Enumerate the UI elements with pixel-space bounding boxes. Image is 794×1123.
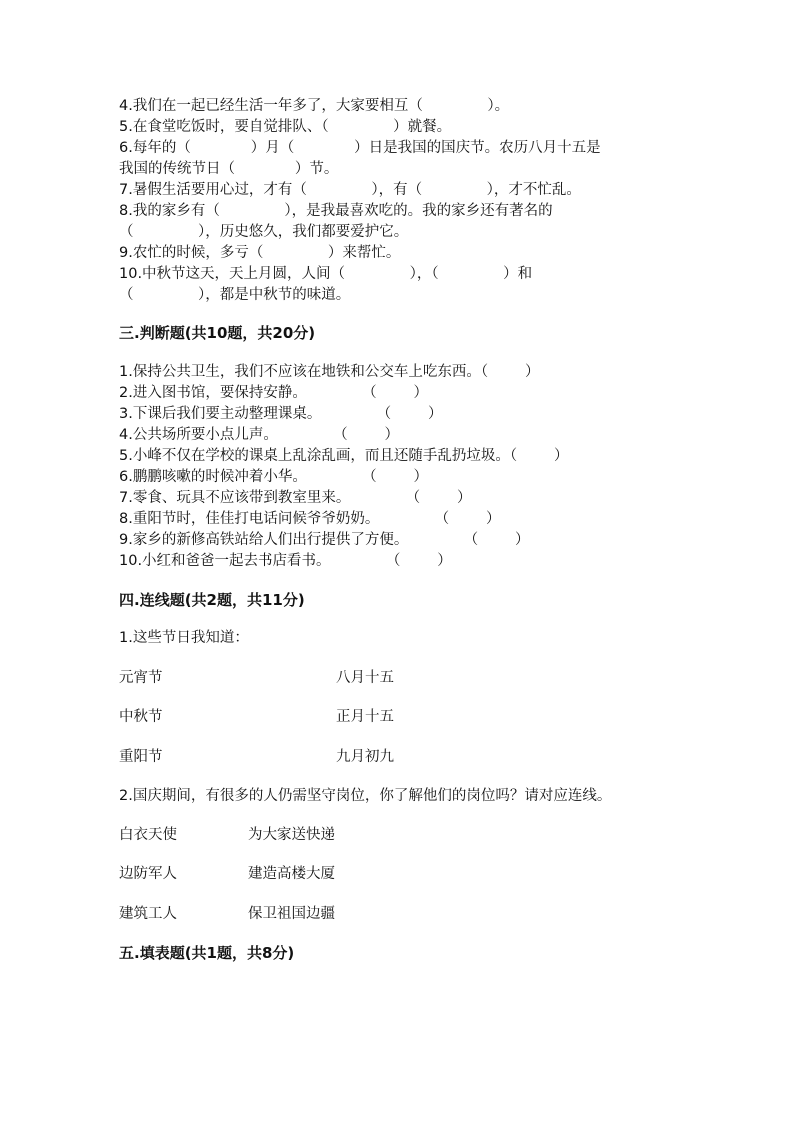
match-q1-right-1: 八月十五 [336, 670, 394, 686]
judge-item-4: 4.公共场所要小点儿声。 （ ） [119, 427, 400, 443]
fill-item-9: 9.农忙的时候，多亏（ ）来帮忙。 [119, 245, 401, 261]
fill-item-8-cont: （ ），历史悠久，我们都要爱护它。 [119, 224, 409, 240]
match-q2-left-2: 边防军人 [119, 866, 177, 882]
match-q2-right-1: 为大家送快递 [248, 827, 335, 843]
judge-item-5: 5.小峰不仅在学校的课桌上乱涂乱画，而且还随手乱扔垃圾。（ ） [119, 448, 569, 464]
fill-item-10-cont: （ ），都是中秋节的味道。 [119, 287, 351, 303]
judge-item-1: 1.保持公共卫生，我们不应该在地铁和公交车上吃东西。（ ） [119, 364, 540, 380]
match-q1-right-3: 九月初九 [336, 749, 394, 765]
judge-item-6: 6.鹏鹏咳嗽的时候冲着小华。 （ ） [119, 469, 429, 485]
match-q1-left-2: 中秋节 [119, 709, 163, 725]
match-q2-left-1: 白衣天使 [119, 827, 177, 843]
match-q1-left-1: 元宵节 [119, 670, 163, 686]
judge-item-2: 2.进入图书馆，要保持安静。 （ ） [119, 385, 429, 401]
match-q2-right-3: 保卫祖国边疆 [248, 906, 335, 922]
fill-item-6-cont: 我国的传统节日（ ）节。 [119, 161, 339, 177]
judge-item-10: 10.小红和爸爸一起去书店看书。 （ ） [119, 553, 452, 569]
fill-item-6: 6.每年的（ ）月（ ）日是我国的国庆节。农历八月十五是 [119, 140, 601, 156]
match-q1-right-2: 正月十五 [336, 709, 394, 725]
section-heading-table: 五.填表题(共1题，共8分) [119, 944, 295, 962]
section-heading-match: 四.连线题(共2题，共11分) [119, 591, 305, 609]
fill-item-10: 10.中秋节这天，天上月圆，人间（ ），（ ）和 [119, 266, 533, 282]
judge-item-9: 9.家乡的新修高铁站给人们出行提供了方便。 （ ） [119, 532, 530, 548]
match-q2-right-2: 建造高楼大厦 [248, 866, 335, 882]
fill-item-5: 5.在食堂吃饭时，要自觉排队、（ ）就餐。 [119, 119, 452, 135]
match-q2-left-3: 建筑工人 [119, 906, 177, 922]
judge-item-3: 3.下课后我们要主动整理课桌。 （ ） [119, 406, 443, 422]
match-q1-prompt: 1.这些节日我知道： [119, 630, 249, 646]
fill-item-7: 7.暑假生活要用心过，才有（ ），有（ ），才不忙乱。 [119, 182, 581, 198]
judge-item-7: 7.零食、玩具不应该带到教室里来。 （ ） [119, 490, 472, 506]
fill-item-8: 8.我的家乡有（ ），是我最喜欢吃的。我的家乡还有著名的 [119, 203, 553, 219]
match-q2-prompt: 2.国庆期间，有很多的人仍需坚守岗位，你了解他们的岗位吗？请对应连线。 [119, 788, 612, 804]
match-q1-left-3: 重阳节 [119, 749, 163, 765]
judge-item-8: 8.重阳节时，佳佳打电话问候爷爷奶奶。 （ ） [119, 511, 501, 527]
fill-item-4: 4.我们在一起已经生活一年多了，大家要相互（ ）。 [119, 98, 510, 114]
section-heading-judge: 三.判断题(共10题，共20分) [119, 324, 316, 342]
